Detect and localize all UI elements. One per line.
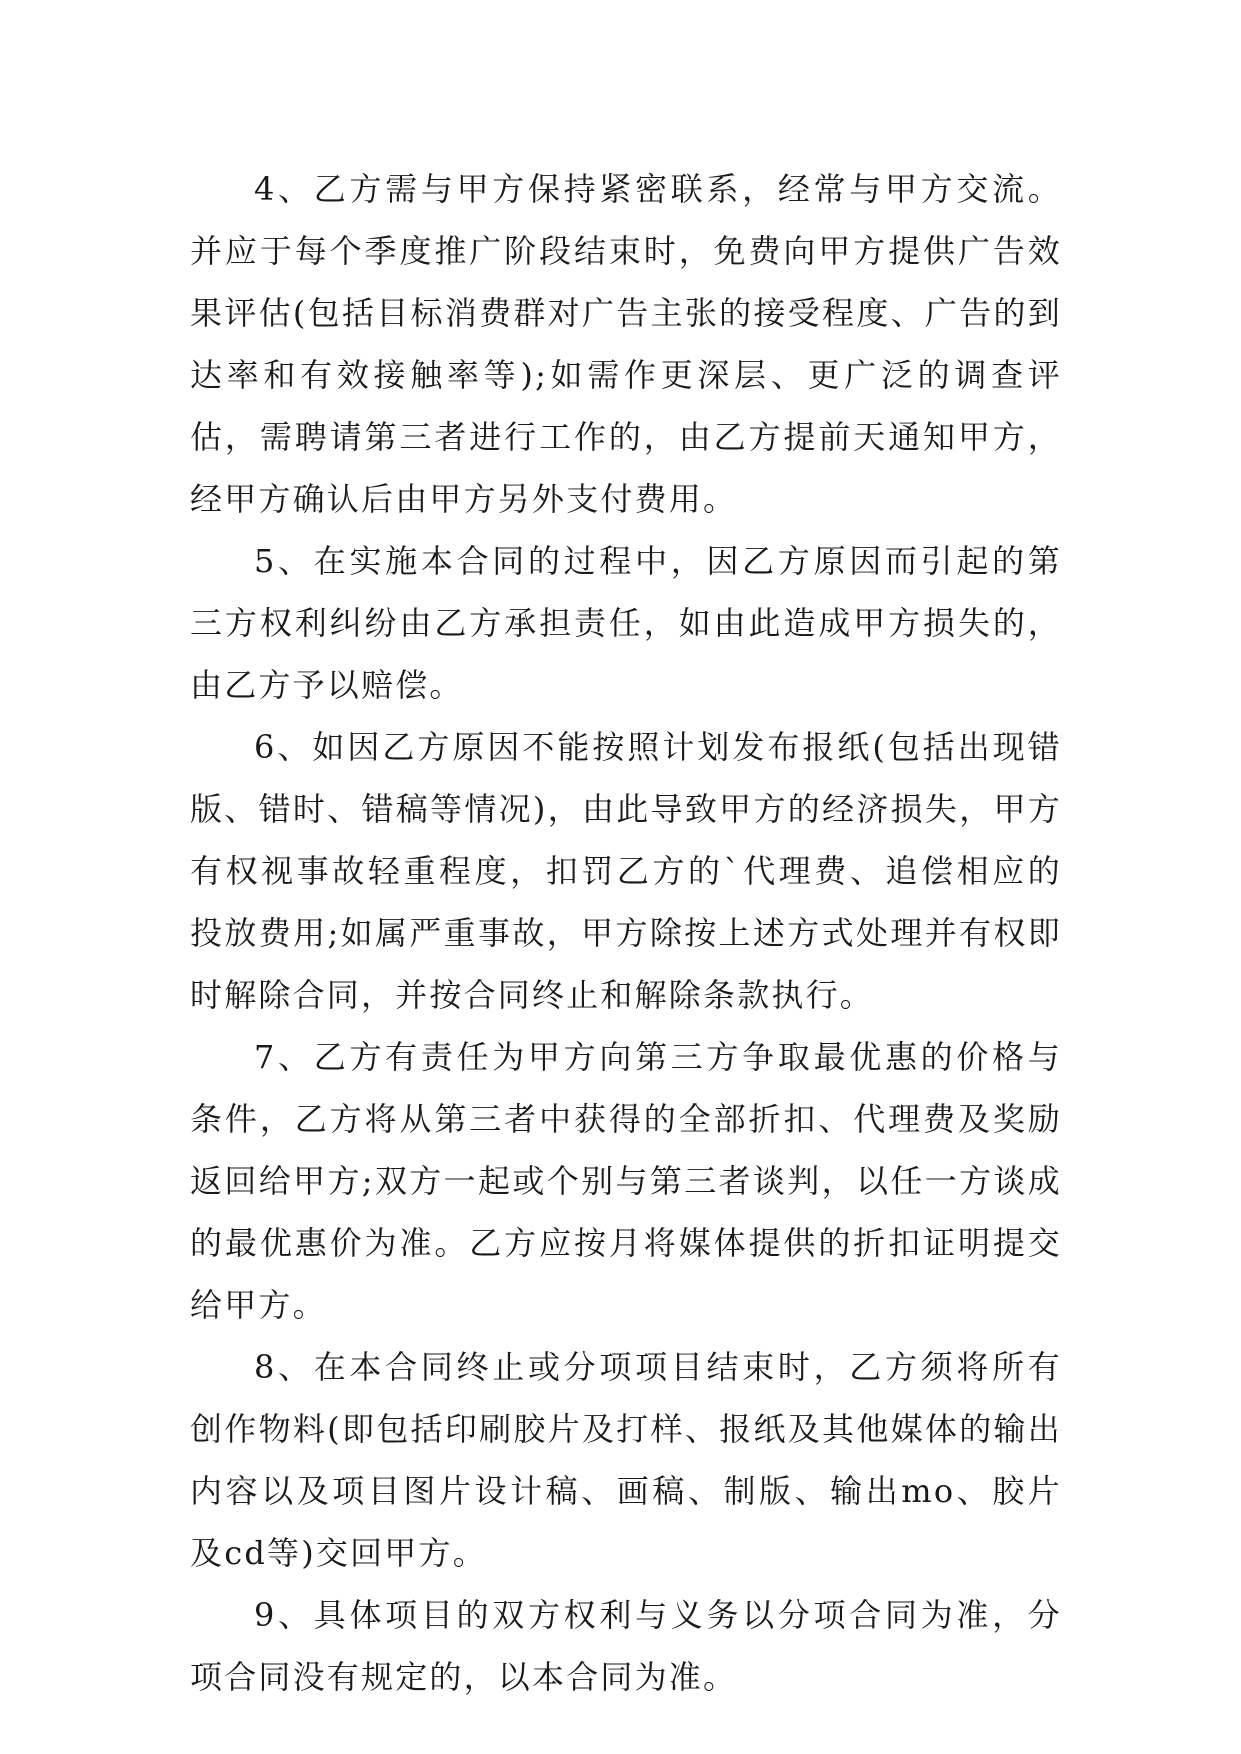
paragraph-clause-8: 8、在本合同终止或分项项目结束时，乙方须将所有创作物料(即包括印刷胶片及打样、报纸及其他媒体的输出内容以及项目图片设计稿、画稿、制版、输出mo、胶片及cd等)交回甲方。 [190,1348,1062,1572]
paragraph-clause-5: 5、在实施本合同的过程中，因乙方原因而引起的第三方权利纠纷由乙方承担责任，如由此造成甲方损失的，由乙方予以赔偿。 [190,542,1062,704]
paragraph-clause-9: 9、具体项目的双方权利与义务以分项合同为准，分项合同没有规定的，以本合同为准。 [190,1596,1062,1696]
paragraph-clause-7: 7、乙方有责任为甲方向第三方争取最优惠的价格与条件，乙方将从第三者中获得的全部折扣、代理费及奖励返回给甲方;双方一起或个别与第三者谈判，以任一方谈成的最优惠价为准。乙方应按月将媒体提供的折扣证明提交给甲方。 [190,1038,1062,1324]
paragraph-clause-6: 6、如因乙方原因不能按照计划发布报纸(包括出现错版、错时、错稿等情况)，由此导致甲方的经济损失，甲方有权视事故轻重程度，扣罚乙方的`代理费、追偿相应的投放费用;如属严重事故，甲方除按上述方式处理并有权即时解除合同，并按合同终止和解除条款执行。 [190,728,1062,1014]
document-body [190,158,1062,1708]
paragraph-clause-4: 4、乙方需与甲方保持紧密联系，经常与甲方交流。并应于每个季度推广阶段结束时，免费向甲方提供广告效果评估(包括目标消费群对广告主张的接受程度、广告的到达率和有效接触率等);如需作更深层、更广泛的调查评估，需聘请第三者进行工作的，由乙方提前天通知甲方，经甲方确认后由甲方另外支付费用。 [190,170,1062,518]
